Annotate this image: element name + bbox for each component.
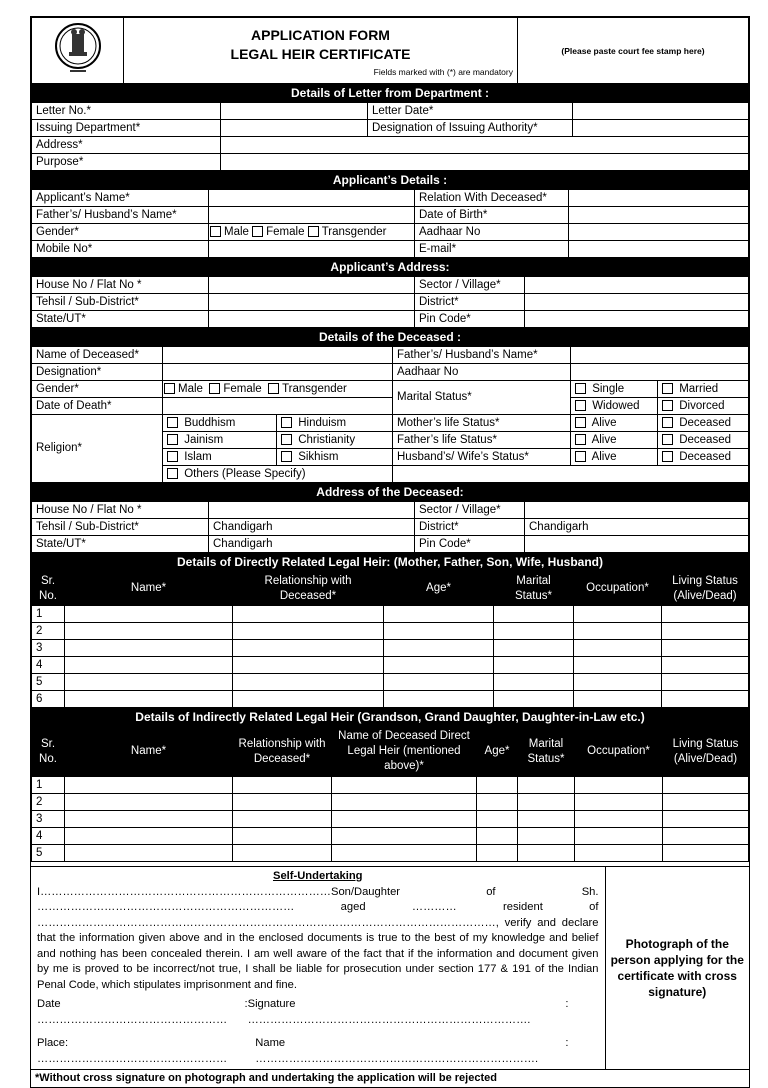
widowed-checkbox[interactable] bbox=[575, 400, 586, 411]
undertaking-date[interactable]: Date : …………………………………………… bbox=[37, 998, 248, 1026]
mobile-field[interactable] bbox=[209, 241, 415, 258]
father-deceased-checkbox[interactable] bbox=[662, 434, 673, 445]
col-relationship: Relationship with Deceased* bbox=[233, 572, 384, 606]
row-number: 6 bbox=[32, 691, 65, 708]
table-cell[interactable] bbox=[518, 811, 575, 828]
table-cell[interactable] bbox=[477, 794, 518, 811]
table-cell[interactable] bbox=[662, 640, 749, 657]
deceased-state-field[interactable]: Chandigarh bbox=[209, 536, 415, 553]
father-alive-label: Alive bbox=[591, 433, 617, 446]
deceased-tehsil-field[interactable]: Chandigarh bbox=[209, 519, 415, 536]
spouse-deceased-label: Deceased bbox=[679, 450, 731, 463]
table-cell[interactable] bbox=[518, 777, 575, 794]
letter-address-label: Address* bbox=[32, 137, 221, 154]
emblem-cell bbox=[32, 18, 124, 84]
hinduism-checkbox[interactable] bbox=[281, 417, 292, 428]
others-checkbox[interactable] bbox=[167, 468, 178, 479]
table-row bbox=[32, 794, 749, 811]
deceased-gender-label: Gender* bbox=[32, 381, 163, 398]
col-name: Name* bbox=[65, 727, 233, 777]
buddhism-checkbox[interactable] bbox=[167, 417, 178, 428]
table-cell[interactable] bbox=[575, 811, 663, 828]
single-label: Single bbox=[592, 382, 625, 395]
table-cell[interactable] bbox=[662, 691, 749, 708]
mobile-label: Mobile No* bbox=[32, 241, 209, 258]
spouse-deceased-option bbox=[658, 449, 749, 466]
marital-widowed-option bbox=[571, 398, 658, 415]
col-occupation: Occupation* bbox=[574, 572, 662, 606]
deceased-designation-label: Designation* bbox=[32, 364, 163, 381]
table-cell[interactable] bbox=[233, 794, 332, 811]
undertaking-name[interactable]: Name : …………………………………………………………………. bbox=[255, 1037, 569, 1065]
sikhism-checkbox[interactable] bbox=[281, 451, 292, 462]
table-cell[interactable] bbox=[65, 794, 233, 811]
father-alive-checkbox[interactable] bbox=[575, 434, 586, 445]
table-cell[interactable] bbox=[663, 777, 749, 794]
deceased-name-label: Name of Deceased* bbox=[32, 347, 163, 364]
applicant-aadhaar-label: Aadhaar No bbox=[415, 224, 569, 241]
table-cell[interactable] bbox=[494, 657, 574, 674]
col-direct-heir-name: Name of Deceased Direct Legal Heir (mentioned above)* bbox=[332, 727, 477, 777]
table-cell[interactable] bbox=[332, 828, 477, 845]
table-cell[interactable] bbox=[384, 606, 494, 623]
email-label: E-mail* bbox=[415, 241, 569, 258]
direct-heirs-table bbox=[31, 571, 749, 708]
deceased-designation-field[interactable] bbox=[163, 364, 393, 381]
table-cell[interactable] bbox=[65, 691, 233, 708]
religion-sikhism bbox=[277, 449, 393, 466]
deceased-transgender-checkbox[interactable] bbox=[268, 383, 279, 394]
col-age: Age* bbox=[384, 572, 494, 606]
applicant-section-heading: Applicant’s Details : bbox=[31, 171, 749, 189]
islam-checkbox[interactable] bbox=[167, 451, 178, 462]
undertaking-row-2 bbox=[37, 1036, 599, 1067]
hinduism-label: Hinduism bbox=[298, 416, 347, 429]
col-occupation: Occupation* bbox=[575, 727, 663, 777]
divorced-label: Divorced bbox=[679, 399, 725, 412]
col-marital-status: Marital Status* bbox=[518, 727, 575, 777]
table-cell[interactable] bbox=[65, 811, 233, 828]
gender-transgender-checkbox[interactable] bbox=[308, 226, 319, 237]
table-cell[interactable] bbox=[384, 640, 494, 657]
form-header bbox=[31, 17, 749, 84]
dod-field[interactable] bbox=[163, 398, 393, 415]
dob-label: Date of Birth* bbox=[415, 207, 569, 224]
purpose-label: Purpose* bbox=[32, 154, 221, 171]
sector-field[interactable] bbox=[525, 277, 749, 294]
table-cell[interactable] bbox=[477, 777, 518, 794]
table-cell[interactable] bbox=[574, 640, 662, 657]
sector-label: Sector / Village* bbox=[415, 277, 525, 294]
table-cell[interactable] bbox=[477, 811, 518, 828]
married-checkbox[interactable] bbox=[662, 383, 673, 394]
deceased-female-label: Female bbox=[223, 382, 262, 395]
table-cell[interactable] bbox=[233, 657, 384, 674]
religion-christianity bbox=[277, 432, 393, 449]
table-cell[interactable] bbox=[518, 845, 575, 862]
table-cell[interactable] bbox=[65, 657, 233, 674]
table-cell[interactable] bbox=[332, 794, 477, 811]
issuing-department-field[interactable] bbox=[221, 120, 368, 137]
table-cell[interactable] bbox=[65, 674, 233, 691]
applicant-father-field[interactable] bbox=[209, 207, 415, 224]
spouse-alive-label: Alive bbox=[591, 450, 617, 463]
mother-alive-checkbox[interactable] bbox=[575, 417, 586, 428]
district-field[interactable] bbox=[525, 294, 749, 311]
undertaking-block bbox=[31, 867, 605, 1070]
undertaking-place[interactable]: Place: …………………………………………… bbox=[37, 1037, 228, 1065]
indirect-heirs-heading: Details of Indirectly Related Legal Heir (Grandson, Grand Daughter, Daughter-in-Law etc.) bbox=[31, 708, 749, 726]
table-cell[interactable] bbox=[575, 794, 663, 811]
dod-label: Date of Death* bbox=[32, 398, 163, 415]
dob-field[interactable] bbox=[569, 207, 749, 224]
undertaking-title: Self-Undertaking bbox=[272, 870, 363, 882]
gender-female-label: Female bbox=[266, 225, 305, 238]
table-cell[interactable] bbox=[477, 828, 518, 845]
col-sr-no: Sr. No. bbox=[32, 572, 65, 606]
deceased-details-table bbox=[31, 346, 749, 483]
table-row bbox=[32, 811, 749, 828]
table-cell[interactable] bbox=[494, 623, 574, 640]
widowed-label: Widowed bbox=[592, 399, 640, 412]
table-row bbox=[32, 691, 749, 708]
table-cell[interactable] bbox=[494, 674, 574, 691]
email-field[interactable] bbox=[569, 241, 749, 258]
spouse-status-label: Husband’s/ Wife’s Status* bbox=[393, 449, 571, 466]
col-relationship: Relationship with Deceased* bbox=[233, 727, 332, 777]
col-marital-status: Marital Status* bbox=[494, 572, 574, 606]
col-living-status: Living Status (Alive/Dead) bbox=[662, 572, 749, 606]
applicant-aadhaar-field[interactable] bbox=[569, 224, 749, 241]
purpose-field[interactable] bbox=[221, 154, 749, 171]
house-no-label: House No / Flat No * bbox=[32, 277, 209, 294]
jainism-label: Jainism bbox=[184, 433, 224, 446]
table-cell[interactable] bbox=[663, 811, 749, 828]
designation-authority-label: Designation of Issuing Authority* bbox=[368, 120, 573, 137]
table-cell[interactable] bbox=[662, 623, 749, 640]
gender-male-checkbox[interactable] bbox=[210, 226, 221, 237]
indirect-heirs-rows bbox=[32, 777, 749, 862]
mother-alive-option bbox=[571, 415, 658, 432]
pin-field[interactable] bbox=[525, 311, 749, 328]
father-deceased-option bbox=[658, 432, 749, 449]
married-label: Married bbox=[679, 382, 719, 395]
deceased-sector-field[interactable] bbox=[525, 502, 749, 519]
islam-label: Islam bbox=[184, 450, 212, 463]
table-cell[interactable] bbox=[233, 845, 332, 862]
father-deceased-label: Deceased bbox=[679, 433, 731, 446]
deceased-sector-label: Sector / Village* bbox=[415, 502, 525, 519]
table-cell[interactable] bbox=[662, 657, 749, 674]
table-cell[interactable] bbox=[663, 794, 749, 811]
religion-label: Religion* bbox=[32, 415, 163, 483]
letter-address-field[interactable] bbox=[221, 137, 749, 154]
deceased-female-checkbox[interactable] bbox=[209, 383, 220, 394]
table-cell[interactable] bbox=[65, 777, 233, 794]
table-row bbox=[32, 657, 749, 674]
table-cell[interactable] bbox=[662, 606, 749, 623]
religion-buddhism bbox=[163, 415, 277, 432]
mother-deceased-checkbox[interactable] bbox=[662, 417, 673, 428]
state-label: State/UT* bbox=[32, 311, 209, 328]
deceased-house-field[interactable] bbox=[209, 502, 415, 519]
letter-section-heading: Details of Letter from Department : bbox=[31, 84, 749, 102]
table-cell[interactable] bbox=[574, 657, 662, 674]
table-row bbox=[32, 777, 749, 794]
deceased-address-heading: Address of the Deceased: bbox=[31, 483, 749, 501]
applicant-gender-options bbox=[209, 224, 415, 241]
deceased-tehsil-label: Tehsil / Sub-District* bbox=[32, 519, 209, 536]
applicant-name-field[interactable] bbox=[209, 190, 415, 207]
religion-jainism bbox=[163, 432, 277, 449]
jainism-checkbox[interactable] bbox=[167, 434, 178, 445]
undertaking-row-1 bbox=[37, 997, 599, 1028]
religion-islam bbox=[163, 449, 277, 466]
court-fee-stamp-box: (Please paste court fee stamp here) bbox=[518, 18, 749, 84]
letter-date-label: Letter Date* bbox=[368, 103, 573, 120]
table-cell[interactable] bbox=[332, 845, 477, 862]
marital-divorced-option bbox=[658, 398, 749, 415]
table-cell[interactable] bbox=[384, 657, 494, 674]
table-cell[interactable] bbox=[575, 845, 663, 862]
direct-heirs-heading: Details of Directly Related Legal Heir: (Mother, Father, Son, Wife, Husband) bbox=[31, 553, 749, 571]
table-cell[interactable] bbox=[662, 674, 749, 691]
deceased-address-table bbox=[31, 501, 749, 553]
deceased-aadhaar-label: Aadhaar No bbox=[393, 364, 571, 381]
col-age: Age* bbox=[477, 727, 518, 777]
table-row bbox=[32, 828, 749, 845]
table-cell[interactable] bbox=[65, 623, 233, 640]
table-cell[interactable] bbox=[477, 845, 518, 862]
table-cell[interactable] bbox=[233, 777, 332, 794]
pin-label: Pin Code* bbox=[415, 311, 525, 328]
marital-status-label: Marital Status* bbox=[393, 381, 571, 415]
applicant-father-label: Father’s/ Husband’s Name* bbox=[32, 207, 209, 224]
undertaking-signature[interactable]: Signature : …………………………………………………………………. bbox=[247, 998, 569, 1026]
state-emblem-icon bbox=[50, 20, 106, 76]
relation-field[interactable] bbox=[569, 190, 749, 207]
form-title: APPLICATION FORM bbox=[251, 27, 390, 43]
table-cell[interactable] bbox=[574, 623, 662, 640]
legal-heir-form bbox=[30, 16, 750, 1088]
mandatory-note: Fields marked with (*) are mandatory bbox=[373, 67, 513, 77]
table-cell[interactable] bbox=[575, 777, 663, 794]
table-cell[interactable] bbox=[233, 674, 384, 691]
table-cell[interactable] bbox=[65, 606, 233, 623]
undertaking-table bbox=[31, 866, 749, 1087]
deceased-transgender-label: Transgender bbox=[282, 382, 347, 395]
relation-label: Relation With Deceased* bbox=[415, 190, 569, 207]
deceased-house-label: House No / Flat No * bbox=[32, 502, 209, 519]
sikhism-label: Sikhism bbox=[298, 450, 339, 463]
table-cell[interactable] bbox=[233, 606, 384, 623]
applicant-address-heading: Applicant’s Address: bbox=[31, 258, 749, 276]
deceased-father-label: Father’s/ Husband’s Name* bbox=[393, 347, 571, 364]
row-number: 4 bbox=[32, 657, 65, 674]
row-number: 3 bbox=[32, 640, 65, 657]
table-cell[interactable] bbox=[574, 691, 662, 708]
direct-heirs-rows bbox=[32, 606, 749, 708]
spouse-alive-option bbox=[571, 449, 658, 466]
tehsil-field[interactable] bbox=[209, 294, 415, 311]
table-cell[interactable] bbox=[233, 623, 384, 640]
letter-no-field[interactable] bbox=[221, 103, 368, 120]
row-number: 1 bbox=[32, 777, 65, 794]
deceased-father-field[interactable] bbox=[571, 347, 749, 364]
table-cell[interactable] bbox=[233, 640, 384, 657]
buddhism-label: Buddhism bbox=[184, 416, 236, 429]
table-cell[interactable] bbox=[384, 623, 494, 640]
table-cell[interactable] bbox=[233, 811, 332, 828]
row-number: 1 bbox=[32, 606, 65, 623]
applicant-address-table bbox=[31, 276, 749, 328]
marital-married-option bbox=[658, 381, 749, 398]
deceased-aadhaar-field[interactable] bbox=[571, 364, 749, 381]
col-sr-no: Sr. No. bbox=[32, 727, 65, 777]
table-row bbox=[32, 674, 749, 691]
row-number: 2 bbox=[32, 623, 65, 640]
applicant-gender-label: Gender* bbox=[32, 224, 209, 241]
deceased-district-label: District* bbox=[415, 519, 525, 536]
designation-authority-field[interactable] bbox=[573, 120, 749, 137]
gender-male-label: Male bbox=[224, 225, 249, 238]
religion-hinduism bbox=[277, 415, 393, 432]
indirect-heirs-table bbox=[31, 726, 749, 862]
letter-details-table bbox=[31, 102, 749, 171]
applicant-name-label: Applicant’s Name* bbox=[32, 190, 209, 207]
table-row bbox=[32, 606, 749, 623]
col-living-status: Living Status (Alive/Dead) bbox=[663, 727, 749, 777]
table-cell[interactable] bbox=[233, 691, 384, 708]
gender-female-checkbox[interactable] bbox=[252, 226, 263, 237]
house-no-field[interactable] bbox=[209, 277, 415, 294]
table-cell[interactable] bbox=[233, 828, 332, 845]
table-cell[interactable] bbox=[494, 640, 574, 657]
mother-deceased-label: Deceased bbox=[679, 416, 731, 429]
deceased-pin-label: Pin Code* bbox=[415, 536, 525, 553]
table-row bbox=[32, 845, 749, 862]
spouse-alive-checkbox[interactable] bbox=[575, 451, 586, 462]
mother-status-label: Mother’s life Status* bbox=[393, 415, 571, 432]
divorced-checkbox[interactable] bbox=[662, 400, 673, 411]
title-cell bbox=[124, 18, 518, 84]
table-cell[interactable] bbox=[574, 674, 662, 691]
applicant-details-table bbox=[31, 189, 749, 258]
others-label: Others (Please Specify) bbox=[184, 467, 306, 480]
table-cell[interactable] bbox=[332, 811, 477, 828]
deceased-gender-options bbox=[163, 381, 393, 398]
table-cell[interactable] bbox=[574, 606, 662, 623]
footer-note: *Without cross signature on photograph and undertaking the application will be rejected bbox=[31, 1070, 749, 1087]
table-cell[interactable] bbox=[663, 828, 749, 845]
table-cell[interactable] bbox=[384, 691, 494, 708]
gender-transgender-label: Transgender bbox=[321, 225, 387, 238]
letter-date-field[interactable] bbox=[573, 103, 749, 120]
table-row bbox=[32, 640, 749, 657]
table-row bbox=[32, 623, 749, 640]
single-checkbox[interactable] bbox=[575, 383, 586, 394]
row-number: 5 bbox=[32, 845, 65, 862]
deceased-male-label: Male bbox=[178, 382, 203, 395]
spouse-deceased-checkbox[interactable] bbox=[662, 451, 673, 462]
table-cell[interactable] bbox=[332, 777, 477, 794]
religion-others-field[interactable] bbox=[393, 466, 749, 483]
tehsil-label: Tehsil / Sub-District* bbox=[32, 294, 209, 311]
father-status-label: Father’s life Status* bbox=[393, 432, 571, 449]
marital-single-option bbox=[571, 381, 658, 398]
table-cell[interactable] bbox=[65, 828, 233, 845]
issuing-department-label: Issuing Department* bbox=[32, 120, 221, 137]
deceased-section-heading: Details of the Deceased : bbox=[31, 328, 749, 346]
row-number: 5 bbox=[32, 674, 65, 691]
row-number: 3 bbox=[32, 811, 65, 828]
deceased-district-field[interactable]: Chandigarh bbox=[525, 519, 749, 536]
deceased-pin-field[interactable] bbox=[525, 536, 749, 553]
undertaking-text: I……………………………………………………………………Son/Daughter of Sh. …………………………………………………………… aged ………… resident of ……………………………………………………………………………………………………………, verify and declare that the information given above and in the enclosed documents is true to the best of my knowledge and belief and nothing has been concealed therein. I am well aware of the fact that if the information and document given by me is proved to be incorrect/not true, I shall be liable for prosecution under section 177 & 191 of the Indian Penal Code, which stipulates imprisonment and fine. bbox=[37, 885, 599, 991]
photograph-box[interactable]: Photograph of the person applying for the certificate with cross signature) bbox=[605, 867, 749, 1070]
table-cell[interactable] bbox=[494, 691, 574, 708]
table-cell[interactable] bbox=[518, 828, 575, 845]
table-cell[interactable] bbox=[494, 606, 574, 623]
christianity-label: Christianity bbox=[298, 433, 356, 446]
deceased-name-field[interactable] bbox=[163, 347, 393, 364]
mother-deceased-option bbox=[658, 415, 749, 432]
deceased-male-checkbox[interactable] bbox=[164, 383, 175, 394]
table-cell[interactable] bbox=[518, 794, 575, 811]
table-cell[interactable] bbox=[663, 845, 749, 862]
father-alive-option bbox=[571, 432, 658, 449]
row-number: 2 bbox=[32, 794, 65, 811]
christianity-checkbox[interactable] bbox=[281, 434, 292, 445]
deceased-state-label: State/UT* bbox=[32, 536, 209, 553]
table-cell[interactable] bbox=[575, 828, 663, 845]
form-subtitle: LEGAL HEIR CERTIFICATE bbox=[230, 46, 411, 62]
table-cell[interactable] bbox=[65, 640, 233, 657]
table-cell[interactable] bbox=[384, 674, 494, 691]
table-cell[interactable] bbox=[65, 845, 233, 862]
state-field[interactable] bbox=[209, 311, 415, 328]
col-name: Name* bbox=[65, 572, 233, 606]
letter-no-label: Letter No.* bbox=[32, 103, 221, 120]
religion-others bbox=[163, 466, 393, 483]
district-label: District* bbox=[415, 294, 525, 311]
mother-alive-label: Alive bbox=[591, 416, 617, 429]
row-number: 4 bbox=[32, 828, 65, 845]
